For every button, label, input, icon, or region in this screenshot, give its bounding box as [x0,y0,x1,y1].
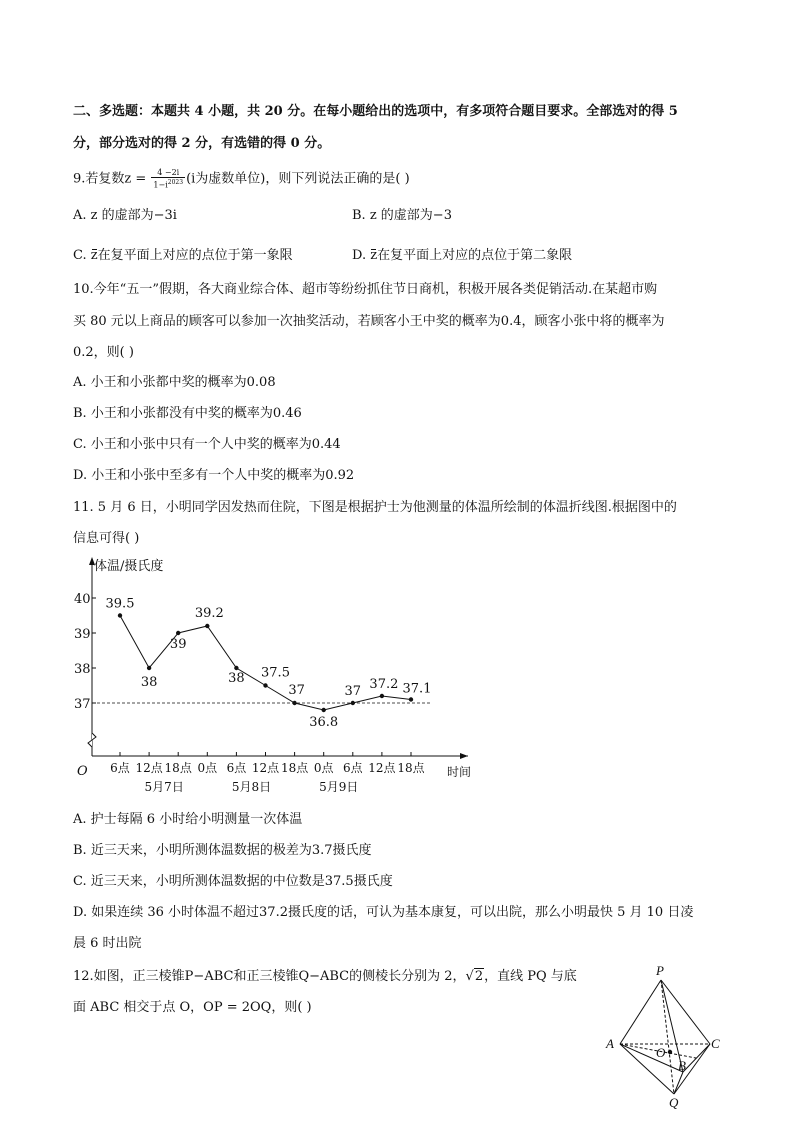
q10-line2: 买 80 元以上商品的顾客可以参加一次抽奖活动，若顾客小王中奖的概率为0.4，顾客小张中将的概率为 [73,314,665,329]
data-label: 37 [344,684,362,699]
q10-line1: 10.今年“五一”假期，各大商业综合体、超市等纷纷抓住节日商机，积极开展各类促销活动.在某超市购 [73,282,658,297]
q9-option-d [352,247,572,265]
x-tick-label: 0点 [197,761,218,775]
line-PQ-hidden [661,980,674,1094]
x-tick-label: 6点 [110,761,130,775]
q9-option-b: B. z 的虚部为−3 [352,208,452,223]
q10-option-d: D. 小王和小张中至多有一个人中奖的概率为0.92 [73,468,355,483]
data-label: 37.5 [261,665,290,681]
temperature-series-line [120,616,411,711]
data-point [292,701,296,705]
data-label: 37.1 [402,681,432,697]
x-tick-label: 18点 [397,761,425,775]
q11-option-c: C. 近三天来，小明所测体温数据的中位数是37.5摄氏度 [73,874,393,889]
label-B: B [678,1058,686,1073]
data-point [263,683,267,687]
x-tick-label: 0点 [313,761,334,775]
x-tick-label: 6点 [342,761,363,775]
pyramid-diagram [598,962,728,1112]
q11-line1: 11. 5 月 6 日，小明同学因发热而住院，下图是根据护士为他测量的体温所绘制的体温折线图.根据图中的 [73,500,677,515]
data-point [205,624,209,628]
data-label: 36.8 [309,715,339,730]
edge-QA [620,1044,674,1094]
data-point [409,697,413,701]
data-point [380,694,384,698]
y-tick-label: 39 [74,627,91,642]
q12-line2: 面 ABC 相交于点 O，OP = 2OQ，则( ) [73,1000,312,1015]
q11-option-d-line2: 晨 6 时出院 [73,936,142,951]
q11-option-a: A. 护士每隔 6 小时给小明测量一次体温 [73,812,303,827]
origin-label: O [77,764,88,779]
section-header-line2: 分，部分选对的得 2 分，有选错的得 0 分。 [73,136,331,151]
temperature-chart [70,553,490,805]
data-label: 38 [140,675,158,690]
q10-option-c: C. 小王和小张中只有一个人中奖的概率为0.44 [73,437,341,452]
q10-option-a: A. 小王和小张都中奖的概率为0.08 [73,375,276,390]
q9-fraction-denominator [151,178,185,190]
sqrt-symbol: √ [465,969,474,984]
data-label: 37.2 [369,677,399,692]
temperature-line-chart [70,553,490,805]
q9-fraction [151,168,185,190]
y-axis-title: 体温/摄氏度 [94,559,164,574]
edge-AB [620,1044,683,1072]
x-tick-label: 18点 [280,761,309,775]
x-tick-label: 12点 [251,761,280,775]
data-point [234,666,238,670]
y-tick-label: 38 [74,662,91,677]
q12-sqrt-value: 2 [474,969,484,984]
q9-option-c-text: 在复平面上对应的点位于第一象限 [97,248,293,263]
data-label: 39 [169,637,187,652]
x-tick-label: 18点 [164,761,192,775]
q12-line1-b: ，直线 PQ 与底 [484,969,577,984]
q12-line1-a: 12.如图，正三棱锥P−ABC和正三棱锥Q−ABC的侧棱长分别为 2， [73,969,466,984]
x-tick-label: 12点 [135,761,163,775]
data-point [351,701,355,705]
data-label: 39.2 [194,606,224,621]
q9-option-a: A. z 的虚部为−3i [73,208,177,223]
axis-break-mark [88,733,96,747]
section-header-line1: 二、多选题：本题共 4 小题，共 20 分。在每小题给出的选项中，有多项符合题目要求。全部选对的得 5 [73,104,678,119]
x-tick-label: 12点 [368,761,396,775]
q11-line2: 信息可得( ) [73,531,140,546]
data-point [322,708,326,712]
label-C: C [711,1036,720,1051]
data-label: 38 [228,671,245,686]
q12-line1 [73,968,577,986]
q9-stem [73,168,410,190]
date-label: 5月7日 [144,780,184,794]
label-O: O [656,1045,666,1060]
point-O [668,1050,672,1054]
label-A: A [606,1036,614,1051]
q9-option-d-conj: z [370,248,378,263]
q10-line3: 0.2，则( ) [73,345,134,360]
q9-option-c [73,247,293,265]
x-axis-title: 时间 [447,765,472,779]
q9-fraction-numerator: 4 −2i [151,168,185,178]
q10-option-b: B. 小王和小张都没有中奖的概率为0.46 [73,406,302,421]
q9-option-c-label: C. [73,248,91,263]
x-tick-label: 6点 [226,761,247,775]
q9-den-base: 1−i [153,180,168,190]
y-tick-label: 40 [74,592,91,607]
y-tick-label: 37 [74,697,91,712]
q9-option-c-conj: z [90,248,98,263]
edge-BC [683,1044,710,1072]
q9-option-d-label: D. [352,248,371,263]
data-point [118,613,122,617]
q11-option-d-line1: D. 如果连续 36 小时体温不超过37.2摄氏度的话，可认为基本康复，可以出院，那么小明最快 5 月 10 日凌 [73,905,694,920]
label-Q: Q [669,1095,679,1110]
edge-PA [620,980,661,1044]
x-axis-arrow [460,753,468,759]
label-P: P [656,963,664,978]
data-point [147,666,151,670]
data-label: 37 [288,683,305,698]
date-label: 5月9日 [319,780,359,794]
q9-den-exponent: 2023 [167,179,184,186]
date-label: 5月8日 [231,780,272,794]
q9-prefix: 9.若复数z = [73,171,151,187]
q9-option-d-text: 在复平面上对应的点位于第二象限 [377,248,573,263]
q11-option-b: B. 近三天来，小明所测体温数据的极差为3.7摄氏度 [73,843,372,858]
data-point [176,631,180,635]
pyramid-figure [598,962,728,1112]
q9-suffix: (i为虚数单位)，则下列说法正确的是( ) [186,171,410,187]
data-label: 39.5 [105,596,135,612]
